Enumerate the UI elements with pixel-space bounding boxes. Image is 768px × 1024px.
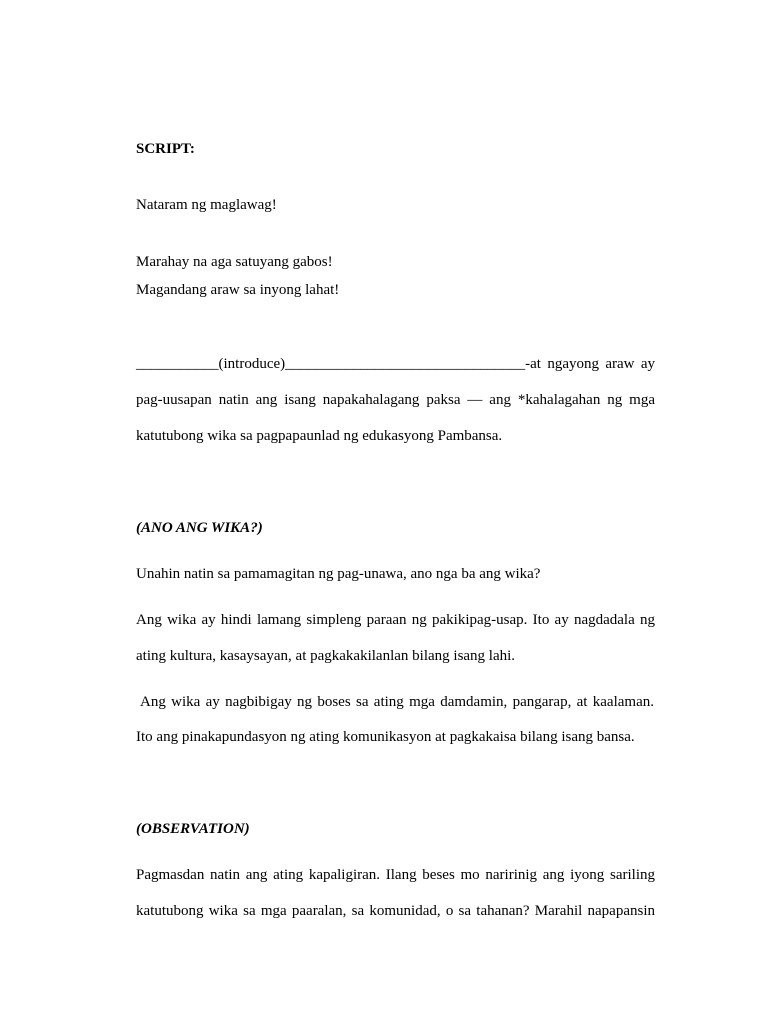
- paragraph-line: katutubong wika sa mga paaralan, sa komunidad, o sa tahanan? Marahil napapansin: [136, 903, 655, 919]
- greeting-line: Marahay na aga satuyang gabos!: [136, 254, 333, 270]
- greeting-line: Magandang araw sa inyong lahat!: [136, 282, 340, 298]
- intro-line: ___________(introduce)________________________________-at ngayong araw ay: [136, 356, 655, 372]
- paragraph-line: ating kultura, kasaysayan, at pagkakakilanlan bilang isang lahi.: [136, 648, 516, 664]
- section-title-observation: (OBSERVATION): [136, 821, 250, 837]
- section-title-wika: (ANO ANG WIKA?): [136, 520, 263, 536]
- intro-line: pag-uusapan natin ang isang napakahalagang paksa — ang *kahalagahan ng mga: [136, 392, 655, 408]
- paragraph-line: Ang wika ay hindi lamang simpleng paraan ng pakikipag-usap. Ito ay nagdadala ng: [136, 612, 655, 628]
- script-heading: SCRIPT:: [136, 141, 195, 157]
- paragraph-line: Ito ang pinakapundasyon ng ating komunikasyon at pagkakaisa bilang isang bansa.: [136, 729, 635, 745]
- paragraph-line: Pagmasdan natin ang ating kapaligiran. Ilang beses mo naririnig ang iyong sariling: [136, 867, 655, 883]
- greeting-line: Nataram ng maglawag!: [136, 197, 277, 213]
- paragraph-line: Unahin natin sa pamamagitan ng pag-unawa, ano nga ba ang wika?: [136, 566, 541, 582]
- paragraph-line: Ang wika ay nagbibigay ng boses sa ating mga damdamin, pangarap, at kaalaman.: [140, 694, 654, 710]
- intro-line: katutubong wika sa pagpapaunlad ng edukasyong Pambansa.: [136, 428, 503, 444]
